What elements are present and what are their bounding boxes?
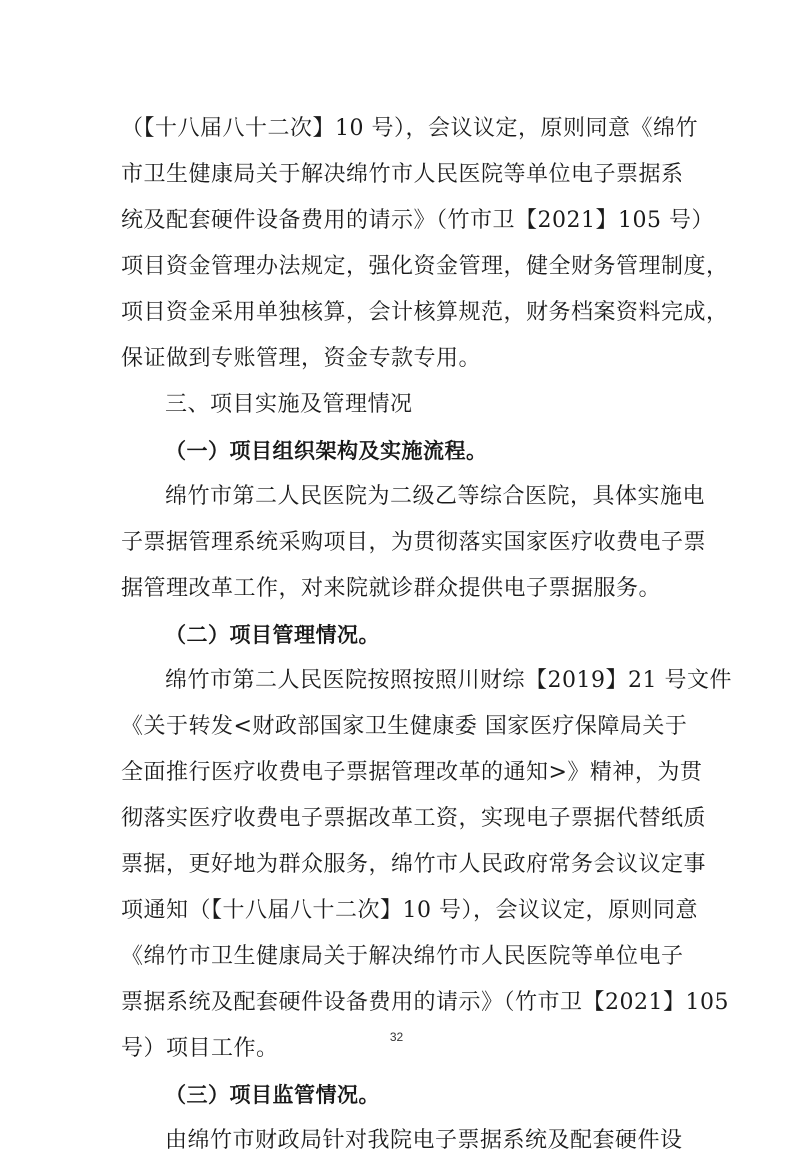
paragraph-line: 项目资金管理办法规定，强化资金管理，健全财务管理制度， [121,254,729,279]
paragraph-line: 《关于转发<财政部国家卫生健康委 国家医疗保障局关于 [121,714,688,739]
paragraph-line: 《绵竹市卫生健康局关于解决绵竹市人民医院等单位电子 [121,944,684,969]
paragraph-line: 项通知（【十八届八十二次】10 号），会议议定，原则同意 [121,898,698,923]
paragraph-line: 保证做到专账管理，资金专款专用。 [121,346,482,371]
paragraph-line: 子票据管理系统采购项目，为贯彻落实国家医疗收费电子票 [121,530,707,555]
paragraph-line: 市卫生健康局关于解决绵竹市人民医院等单位电子票据系 [121,162,684,187]
subsection-heading: （二）项目管理情况。 [165,623,380,647]
subsection-heading: （三）项目监管情况。 [165,1083,380,1107]
paragraph-line: 票据，更好地为群众服务，绵竹市人民政府常务会议议定事 [121,852,707,877]
paragraph-line: 统及配套硬件设备费用的请示》（竹市卫【2021】105 号） [121,208,714,233]
paragraph-line: 绵竹市第二人民医院按照按照川财综【2019】21 号文件 [165,668,732,693]
paragraph-line: 彻落实医疗收费电子票据改革工资，实现电子票据代替纸质 [121,806,707,831]
page-number: 32 [389,1030,404,1044]
paragraph-line: 号）项目工作。 [121,1036,279,1061]
paragraph-line: 项目资金采用单独核算，会计核算规范，财务档案资料完成， [121,300,729,325]
paragraph-line: 全面推行医疗收费电子票据管理改革的通知>》精神，为贯 [121,760,703,785]
subsection-heading: （一）项目组织架构及实施流程。 [165,439,488,463]
paragraph-line: 据管理改革工作，对来院就诊群众提供电子票据服务。 [121,576,662,601]
paragraph-line: 绵竹市第二人民医院为二级乙等综合医院，具体实施电 [165,484,706,509]
section-heading: 三、项目实施及管理情况 [165,392,413,417]
paragraph-line: 由绵竹市财政局针对我院电子票据系统及配套硬件设 [165,1128,683,1153]
document-body [121,106,732,1164]
paragraph-line: （【十八届八十二次】10 号），会议议定，原则同意《绵竹 [121,116,698,141]
paragraph-line: 票据系统及配套硬件设备费用的请示》（竹市卫【2021】105 [121,990,729,1015]
